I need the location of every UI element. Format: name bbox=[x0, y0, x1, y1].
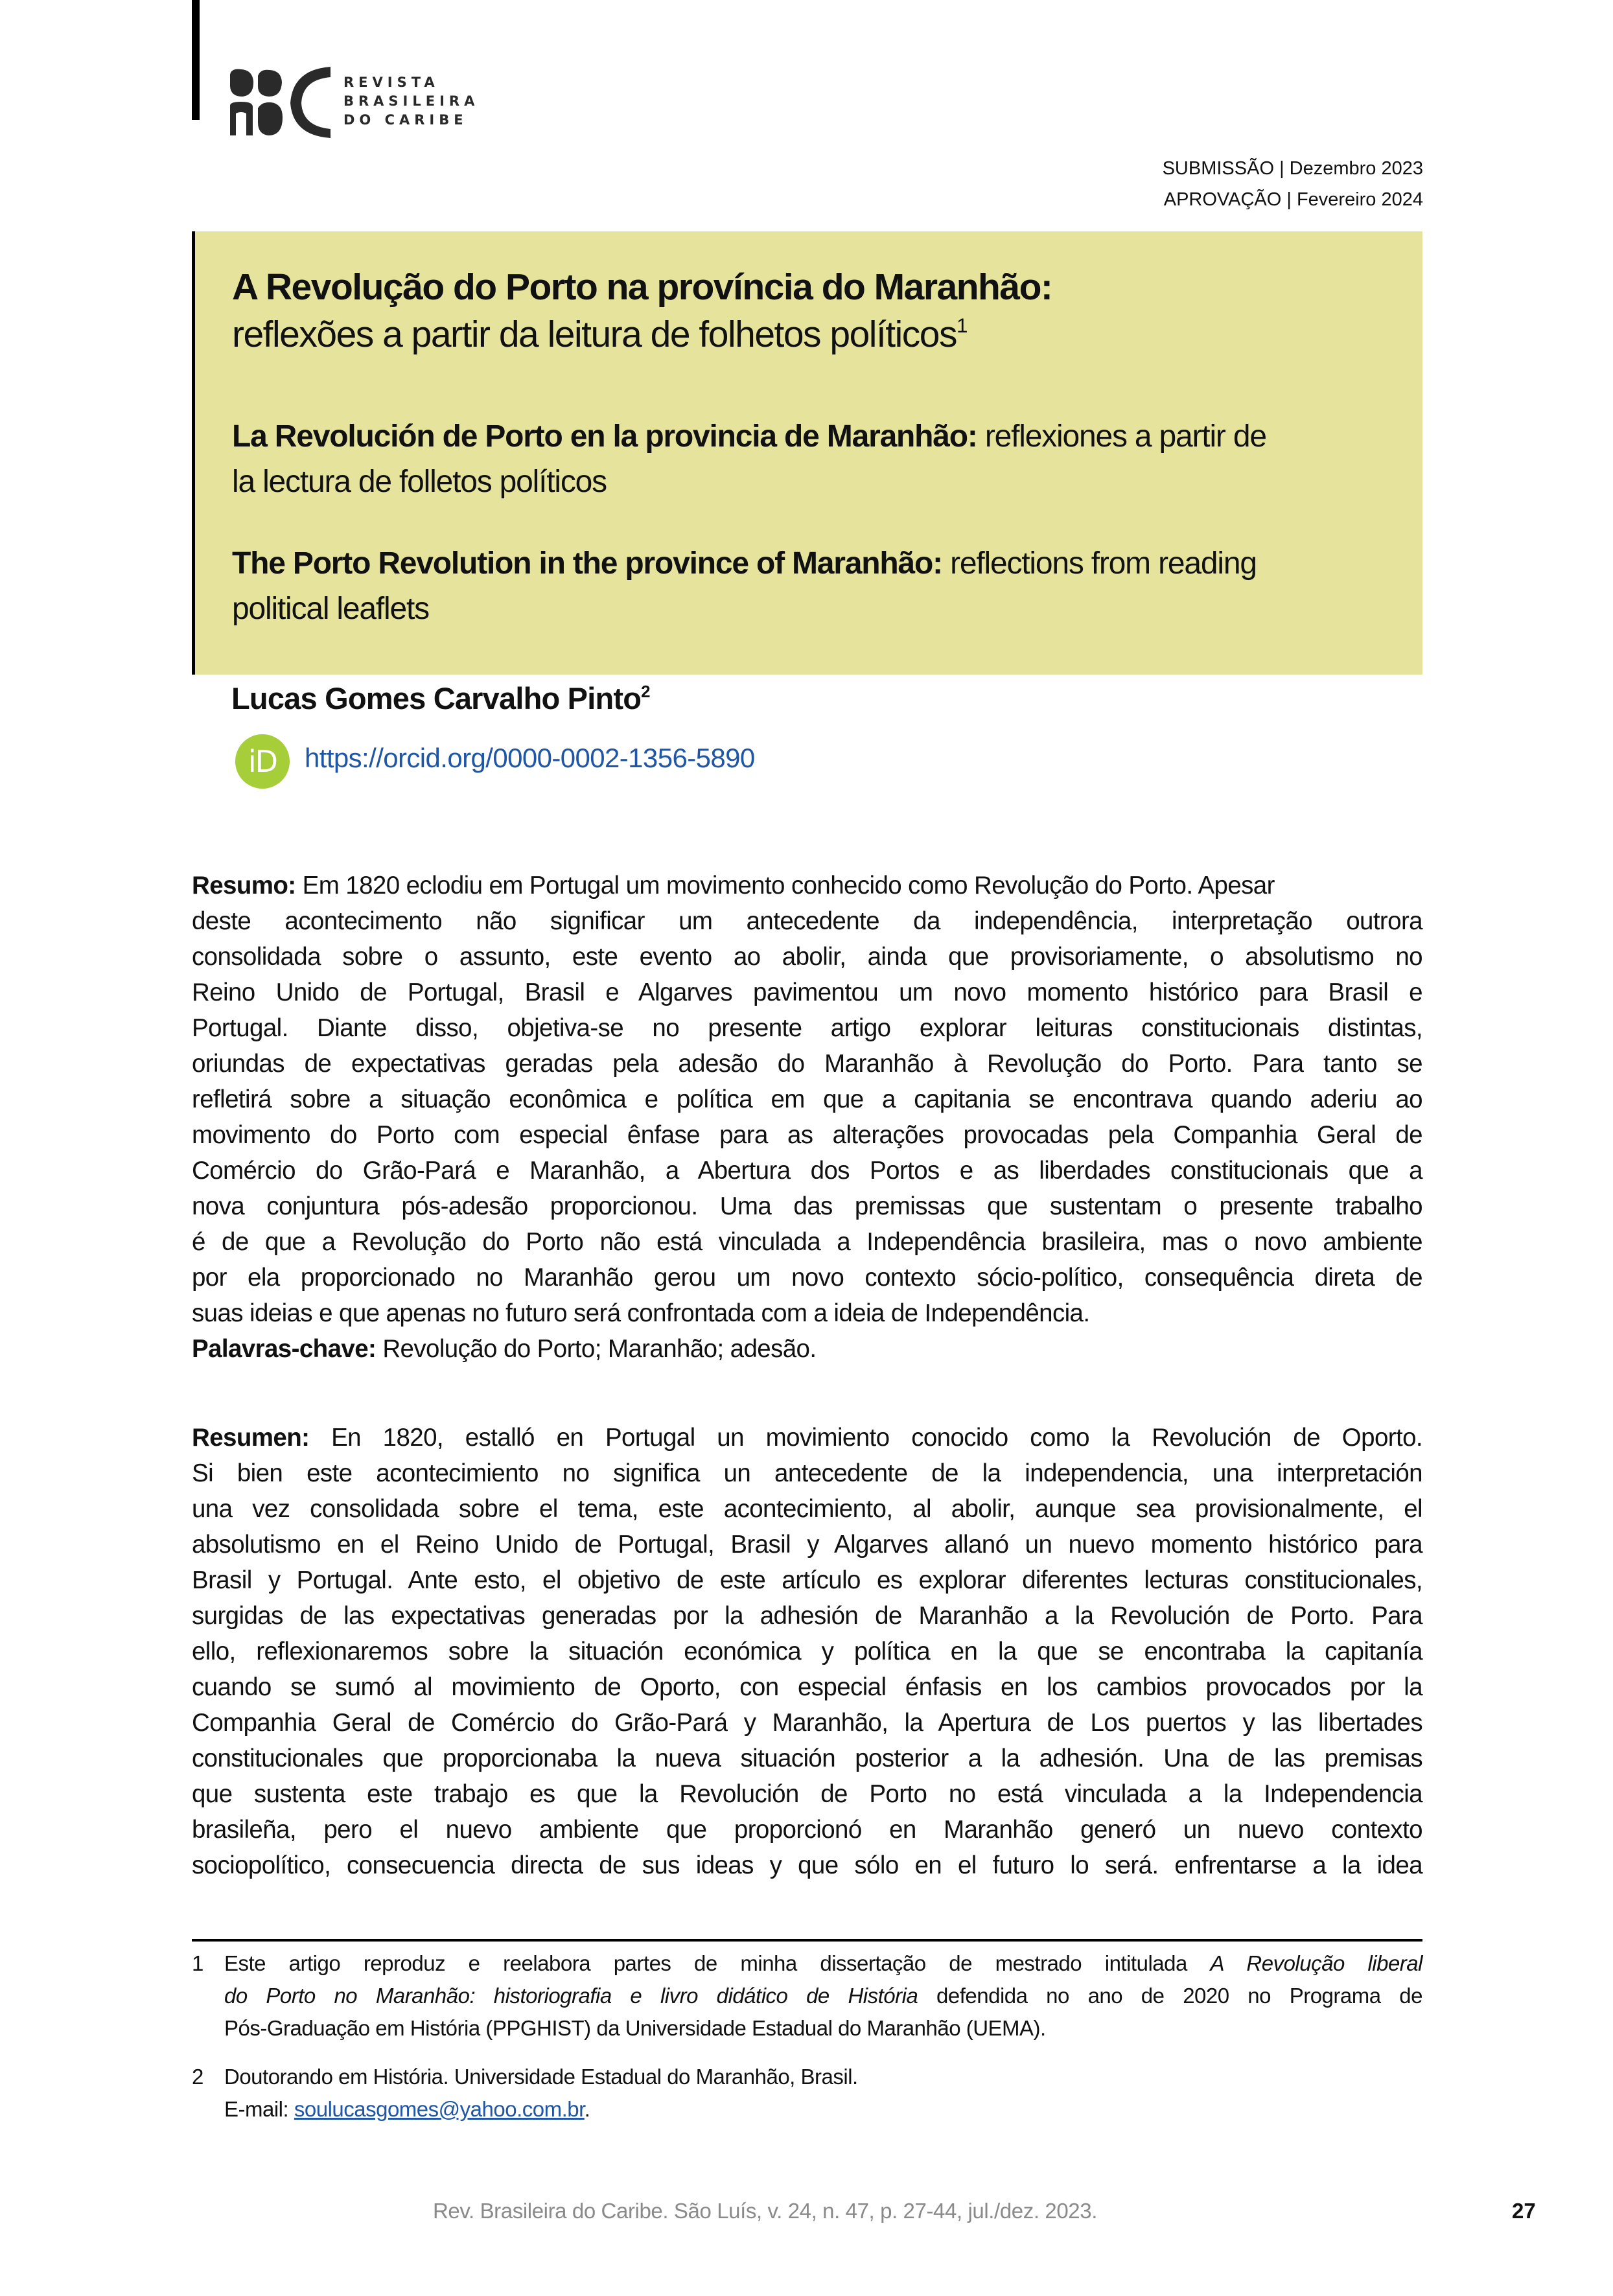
title-box bbox=[192, 231, 1422, 675]
footnote-number: 1 bbox=[192, 1951, 203, 1975]
title-en-rest-2: political leaflets bbox=[232, 592, 429, 626]
footnote-line: Este artigo reproduz e reelabora partes de minha dissertação de mestrado intitulada A Revolução liberal bbox=[224, 1951, 1422, 1975]
title-es-rest-1: reflexiones a partir de bbox=[984, 419, 1266, 454]
resumen-label: Resumen: bbox=[192, 1424, 310, 1452]
abstract-line: Si bien este acontecimiento no significa un antecedente de la independencia, una interpretación bbox=[192, 1459, 1422, 1487]
abstract-spanish bbox=[192, 1420, 1422, 1883]
abstract-line: Reino Unido de Portugal, Brasil e Algarves pavimentou um novo momento histórico para Brasil e bbox=[192, 979, 1422, 1006]
abstract-line: Companhia Geral de Comércio do Grão-Pará y Maranhão, la Apertura de Los puertos y las libertades bbox=[192, 1709, 1422, 1737]
title-spanish bbox=[232, 414, 1266, 505]
abstract-line: ello, reflexionaremos sobre la situación económica y política en la que se encontraba la capitanía bbox=[192, 1638, 1422, 1665]
title-english bbox=[232, 541, 1257, 632]
abstract-line: Portugal. Diante disso, objetiva-se no presente artigo explorar leituras constitucionais distintas, bbox=[192, 1014, 1422, 1042]
journal-logo bbox=[228, 67, 507, 138]
email-link[interactable]: soulucasgomes@yahoo.com.br bbox=[294, 2097, 585, 2121]
title-pt-rest: reflexões a partir da leitura de folhetos políticos bbox=[232, 314, 957, 355]
footnote-email-line: E-mail: soulucasgomes@yahoo.com.br. bbox=[224, 2097, 590, 2121]
footnote-ref-1[interactable]: 1 bbox=[957, 314, 967, 338]
rbc-logo-mark-icon bbox=[228, 67, 335, 138]
footnote-number: 2 bbox=[192, 2065, 203, 2089]
footer-citation: Rev. Brasileira do Caribe. São Luís, v. 24, n. 47, p. 27-44, jul./dez. 2023. bbox=[433, 2199, 1097, 2223]
abstract-line: que sustenta este trabajo es que la Revolución de Porto no está vinculada a la Independencia bbox=[192, 1780, 1422, 1808]
submission-date: SUBMISSÃO | Dezembro 2023 bbox=[1162, 158, 1423, 179]
abstract-line: refletirá sobre a situação econômica e política em que a capitania se encontrava quando aderiu ao bbox=[192, 1085, 1422, 1113]
abstract-line: deste acontecimento não significar um antecedente da independência, interpretação outrora bbox=[192, 907, 1422, 935]
title-es-bold: La Revolución de Porto en la provincia de Maranhão: bbox=[232, 419, 977, 454]
abstract-portuguese bbox=[192, 868, 1422, 1367]
author-name-text: Lucas Gomes Carvalho Pinto bbox=[231, 681, 642, 715]
orcid-id-icon[interactable] bbox=[235, 734, 290, 789]
keywords-label: Palavras-chave: bbox=[192, 1335, 377, 1363]
abstract-line: nova conjuntura pós-adesão proporcionou. Uma das premissas que sustentam o presente trabalho bbox=[192, 1192, 1422, 1220]
abstract-line: consolidada sobre o assunto, este evento ao abolir, ainda que provisoriamente, o absolutismo no bbox=[192, 943, 1422, 971]
journal-logo-text bbox=[343, 73, 479, 130]
abstract-line: Comércio do Grão-Pará e Maranhão, a Abertura dos Portos e as liberdades constitucionais que a bbox=[192, 1157, 1422, 1185]
resumo-label: Resumo: bbox=[192, 872, 296, 899]
header-accent-bar bbox=[192, 0, 200, 120]
abstract-line: sociopolítico, consecuencia directa de sus ideas y que sólo en el futuro lo será. enfrentarse a la idea bbox=[192, 1851, 1422, 1879]
footnote-line: Pós-Graduação em História (PPGHIST) da Universidade Estadual do Maranhão (UEMA). bbox=[224, 2016, 1046, 2040]
abstract-line: surgidas de las expectativas generadas por la adhesión de Maranhão a la Revolución de Porto. Para bbox=[192, 1602, 1422, 1630]
logo-line-do-caribe: DO CARIBE bbox=[343, 112, 468, 128]
abstract-line: oriundas de expectativas geradas pela adesão do Maranhão à Revolução do Porto. Para tanto se bbox=[192, 1050, 1422, 1078]
footnote-separator bbox=[192, 1939, 1422, 1942]
approval-date: APROVAÇÃO | Fevereiro 2024 bbox=[1163, 189, 1423, 210]
title-portuguese bbox=[232, 264, 1052, 358]
abstract-line: é de que a Revolução do Porto não está vinculada a Independência brasileira, mas o novo ambiente bbox=[192, 1228, 1422, 1256]
abstract-line: brasileña, pero el nuevo ambiente que proporcionó en Maranhão generó un nuevo contexto bbox=[192, 1816, 1422, 1844]
abstract-line: suas ideias e que apenas no futuro será confrontada com a ideia de Independência. bbox=[192, 1299, 1090, 1327]
abstract-line: Resumo: Em 1820 eclodiu em Portugal um movimento conhecido como Revolução do Porto. Apesar bbox=[192, 872, 1275, 899]
title-en-rest-1: reflections from reading bbox=[950, 546, 1257, 581]
title-es-rest-2: la lectura de folletos políticos bbox=[232, 465, 607, 499]
footnote-ref-2[interactable]: 2 bbox=[641, 682, 650, 701]
keywords-line bbox=[192, 1331, 1422, 1367]
title-pt-bold: A Revolução do Porto na província do Maranhão: bbox=[232, 266, 1052, 308]
logo-line-revista: REVISTA bbox=[343, 75, 439, 90]
abstract-line: una vez consolidada sobre el tema, este acontecimiento, al abolir, aunque sea provisionalmente, el bbox=[192, 1495, 1422, 1523]
author-name bbox=[231, 680, 650, 716]
abstract-line: Brasil y Portugal. Ante esto, el objetivo de este artículo es explorar diferentes lecturas constitucionales, bbox=[192, 1566, 1422, 1594]
abstract-line: Resumen: En 1820, estalló en Portugal un movimiento conocido como la Revolución de Oporto. bbox=[192, 1424, 1422, 1452]
abstract-line: absolutismo en el Reino Unido de Portugal, Brasil y Algarves allanó un nuevo momento histórico para bbox=[192, 1531, 1422, 1559]
abstract-line: movimento do Porto com especial ênfase para as alterações provocadas pela Companhia Geral de bbox=[192, 1121, 1422, 1149]
logo-line-brasileira: BRASILEIRA bbox=[343, 93, 480, 109]
orcid-link[interactable]: https://orcid.org/0000-0002-1356-5890 bbox=[305, 743, 755, 773]
orcid-icon-text: iD bbox=[248, 744, 277, 779]
footnote-line: Doutorando em História. Universidade Estadual do Maranhão, Brasil. bbox=[224, 2065, 858, 2089]
keywords-value: Revolução do Porto; Maranhão; adesão. bbox=[382, 1335, 817, 1363]
submission-dates bbox=[1163, 153, 1423, 215]
page-number: 27 bbox=[1512, 2199, 1536, 2223]
footnote-line: do Porto no Maranhão: historiografia e livro didático de História defendida no ano de 2020 no Programa de bbox=[224, 1984, 1422, 2008]
abstract-line: constitucionales que proporcionaba la nueva situación posterior a la adhesión. Una de las premisas bbox=[192, 1745, 1422, 1772]
abstract-line: cuando se sumó al movimiento de Oporto, con especial énfasis en los cambios provocados por la bbox=[192, 1673, 1422, 1701]
title-en-bold: The Porto Revolution in the province of Maranhão: bbox=[232, 546, 942, 581]
abstract-line: por ela proporcionado no Maranhão gerou um novo contexto sócio-político, consequência direta de bbox=[192, 1264, 1422, 1292]
